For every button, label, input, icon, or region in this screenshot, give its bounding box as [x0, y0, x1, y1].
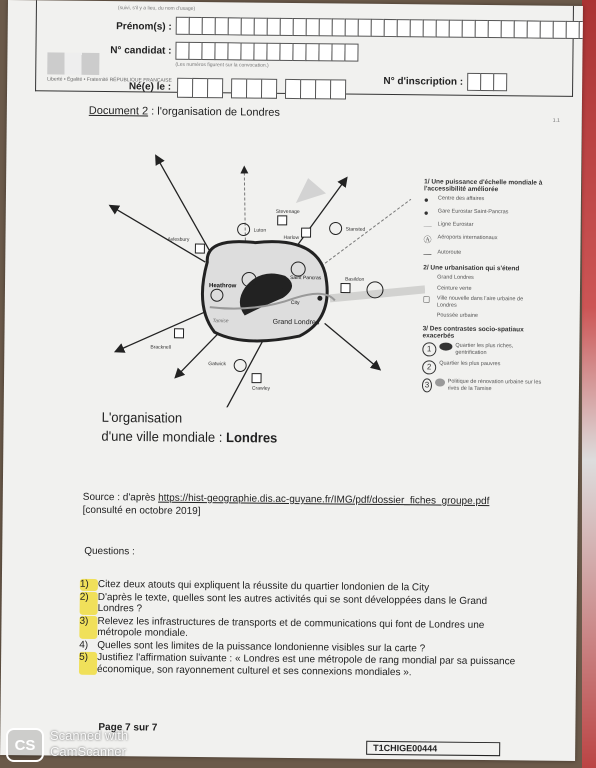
label-luton: Luton [253, 227, 267, 234]
page-number: Page 7 sur 7 [98, 721, 158, 734]
motorway-line [243, 167, 246, 245]
new-town-icon [278, 216, 287, 225]
legend-item: Ceinture verte [436, 285, 472, 292]
legend-item: 3 Politique de rénovation urbaine sur les rives de la Tamise [422, 378, 542, 393]
label-bracknell: Bracknell [150, 344, 171, 351]
label-heathrow: Heathrow [208, 283, 237, 290]
airport-luton-icon [238, 223, 250, 235]
label-city: City [290, 299, 300, 307]
question-item: 2) D'après le texte, quelles sont les autres activités qui se sont développées dans le Grand Londres ? [79, 591, 488, 615]
questions-list [79, 579, 520, 681]
airport-stansted-icon [330, 222, 342, 234]
naissance-cells[interactable] [177, 78, 345, 100]
legend-item: Poussée urbaine [436, 312, 479, 320]
question-item: 1) Citez deux atouts qui expliquent la réussite du quartier londonien de la City [79, 578, 430, 594]
renovation-zone-icon [435, 378, 445, 386]
legend-section-2-title: 2/ Une urbanisation qui s'étend [423, 264, 520, 273]
legend-item: 2 Quartier les plus pauvres [422, 360, 542, 375]
inscription-label: N° d'inscription : [383, 75, 464, 88]
growth-arrow [176, 332, 219, 377]
label-crawley: Crawley [251, 385, 271, 392]
new-town-icon [341, 284, 350, 293]
rail-line-icon: — [423, 221, 432, 231]
candidat-hint: (Les numéros figurent sur la convocation.) [175, 61, 269, 69]
legend-item: ☐ Ville nouvelle dans l'aire urbaine de Londres [422, 295, 524, 309]
inscription-cells[interactable] [467, 73, 506, 91]
rich-zone-icon [439, 343, 453, 351]
legend-section-1-title: 1/ Une puissance d'échelle mondiale à l'accessibilité améliorée [424, 178, 543, 194]
map-caption-line2: d'une ville mondiale : Londres [101, 427, 278, 446]
legend-section-3-title: 3/ Des contrastes socio-spatiaux exacerbés [422, 325, 524, 340]
urban-push-arrow [296, 178, 326, 203]
question-item: 4) Quelles sont les limites de la puissance londonienne visibles sur la carte ? [79, 639, 426, 654]
legend-item: Grand Londres [437, 274, 474, 281]
business-dot-icon: ● [423, 195, 429, 205]
growth-arrow [110, 206, 206, 262]
london-map [94, 136, 427, 409]
naissance-label: Né(e) le : [128, 81, 172, 93]
camscanner-watermark: Scanned with CamScanner [50, 728, 129, 759]
republique-caption: Liberté • Égalité • Fraternité RÉPUBLIQUE FRANÇAISE [47, 76, 172, 84]
document-subject: : l'organisation de Londres [148, 105, 280, 119]
growth-arrow [324, 323, 379, 369]
source-link[interactable]: https://hist-geographie.dis.ac-guyane.fr/IMG/pdf/dossier_fiches_groupe.pdf [158, 492, 490, 508]
source-citation: Source : d'après https://hist-geographie.dis.ac-guyane.fr/IMG/pdf/dossier_fiches_groupe.pdf [consulté en octobre 2019] [82, 491, 490, 518]
background-edge [582, 0, 596, 768]
map-caption [101, 408, 277, 447]
document-number: Document 2 [88, 104, 149, 118]
questions-title: Questions : [84, 545, 135, 558]
motorway-icon: — [423, 249, 432, 259]
legend-item: Ⓐ Aéroports internationaux [423, 234, 498, 245]
prenom-label: Prénom(s) : [116, 21, 172, 33]
airport-gatwick-icon [234, 359, 246, 371]
exam-code-box: T1CHIGE00444 [366, 741, 500, 756]
legend-item: 1 Quartier les plus riches, gentrification [422, 342, 542, 357]
label-stansted: Stansted [345, 226, 366, 233]
legend-item: ● Gare Eurostar Saint-Pancras [423, 208, 509, 218]
label-saint-pancras: Saint Pancras [290, 274, 322, 282]
map-caption-line1: L'organisation [101, 409, 183, 426]
label-harlow: Harlow [283, 234, 300, 242]
legend-item: — Ligne Eurostar [423, 221, 474, 231]
legend-item: ● Centre des affaires [423, 195, 485, 205]
label-grand-londres: Grand Londres [272, 318, 320, 327]
label-stevenage: Stevenage [275, 208, 300, 216]
document-title [89, 105, 280, 119]
label-basildon: Basildon [345, 276, 365, 283]
map-legend [422, 172, 544, 397]
candidat-label: N° candidat : [110, 45, 172, 57]
station-dot-icon: ● [423, 208, 429, 218]
camscanner-logo-icon: CS [6, 728, 44, 762]
new-town-icon [302, 228, 311, 237]
label-gatwick: Gatwick [208, 361, 227, 368]
new-town-icon [252, 374, 261, 383]
new-town-icon [174, 329, 183, 338]
new-town-icon [195, 244, 204, 253]
candidat-cells[interactable] [175, 42, 357, 62]
airport-icon: Ⓐ [423, 235, 432, 245]
label-aylesbury: Aylesbury [167, 236, 190, 243]
question-item: 3) Relevez les infrastructures de transports et de communications qui font de Londres une métropole mondiale. [79, 615, 485, 639]
page-reference: 1.1 [552, 117, 560, 124]
question-item: 5) Justifiez l'affirmation suivante : « Londres est une métropole de rang mondial par sa puissance économique, son rayonnement culturel et ses connexions mondiales ». [79, 651, 516, 678]
name-hint: (suivi, s'il y a lieu, du nom d'usage) [117, 5, 196, 12]
new-town-icon: ☐ [422, 295, 431, 305]
legend-item: — Autoroute [423, 249, 462, 259]
label-tamise: Tamise [212, 318, 229, 325]
